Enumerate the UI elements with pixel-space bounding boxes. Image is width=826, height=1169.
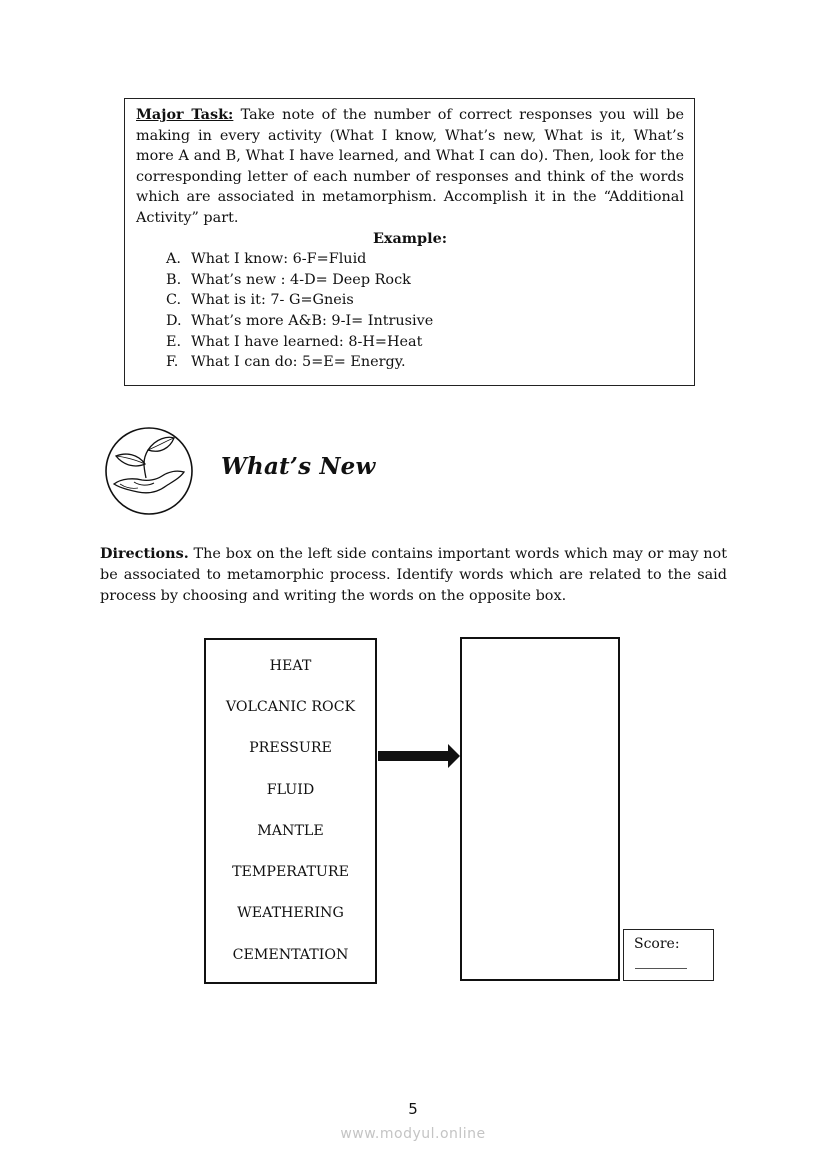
directions-label: Directions. xyxy=(100,545,189,562)
word-item: VOLCANIC ROCK xyxy=(225,699,356,715)
major-task-paragraph xyxy=(136,105,684,229)
score-label: Score: xyxy=(634,936,680,952)
example-letter: A. xyxy=(166,251,181,268)
example-title: Example: xyxy=(372,229,448,247)
example-item xyxy=(166,352,684,373)
answer-box[interactable] xyxy=(460,637,620,981)
word-item: FLUID xyxy=(266,782,315,798)
word-item: CEMENTATION xyxy=(232,947,349,963)
right-arrow-icon xyxy=(378,743,462,769)
example-item xyxy=(166,311,684,332)
example-letter: E. xyxy=(166,333,182,350)
word-choices-box xyxy=(204,638,377,984)
example-item xyxy=(166,332,684,353)
directions-text: The box on the left side contains important words which may or may not be associated to metamorphic process. Identify words which are related to the said process by choosing and writing the words on the opposite box. xyxy=(100,546,727,604)
page-number: 5 xyxy=(408,1100,418,1118)
example-text: What’s new : 4-D= Deep Rock xyxy=(191,271,411,288)
score-box xyxy=(623,929,714,981)
example-text: What I have learned: 8-H=Heat xyxy=(191,333,423,350)
major-task-box xyxy=(124,98,695,386)
hand-with-seedling-icon xyxy=(104,426,194,516)
example-letter: D. xyxy=(166,312,182,329)
score-blank-line[interactable] xyxy=(635,968,687,969)
word-item: HEAT xyxy=(269,658,312,674)
example-item xyxy=(166,270,684,291)
word-item: WEATHERING xyxy=(237,905,344,921)
example-text: What’s more A&B: 9-I= Intrusive xyxy=(191,312,434,329)
word-item: MANTLE xyxy=(257,823,324,839)
directions-paragraph xyxy=(100,544,727,606)
word-item: PRESSURE xyxy=(249,740,332,756)
example-letter: F. xyxy=(166,354,179,371)
word-item: TEMPERATURE xyxy=(232,864,349,880)
major-task-label: Major Task: xyxy=(136,106,234,123)
example-list xyxy=(136,249,684,373)
watermark: www.modyul.online xyxy=(340,1126,486,1142)
example-item xyxy=(166,290,684,311)
example-text: What I can do: 5=E= Energy. xyxy=(191,354,406,371)
whats-new-title: What’s New xyxy=(221,453,376,480)
example-letter: B. xyxy=(166,271,182,288)
example-letter: C. xyxy=(166,292,182,309)
example-item xyxy=(166,249,684,270)
example-text: What is it: 7- G=Gneis xyxy=(191,292,354,309)
major-task-text: Take note of the number of correct responses you will be making in every activity (What I know, What’s new, What is it, What’s more A and B, What I have learned, and What I can do). Then, look for the corresponding letter of each number of responses and think of the words which are associated in metamorphism. Accomplish it in the “Additional Activity” part. xyxy=(136,107,684,226)
example-text: What I know: 6-F=Fluid xyxy=(191,251,367,268)
